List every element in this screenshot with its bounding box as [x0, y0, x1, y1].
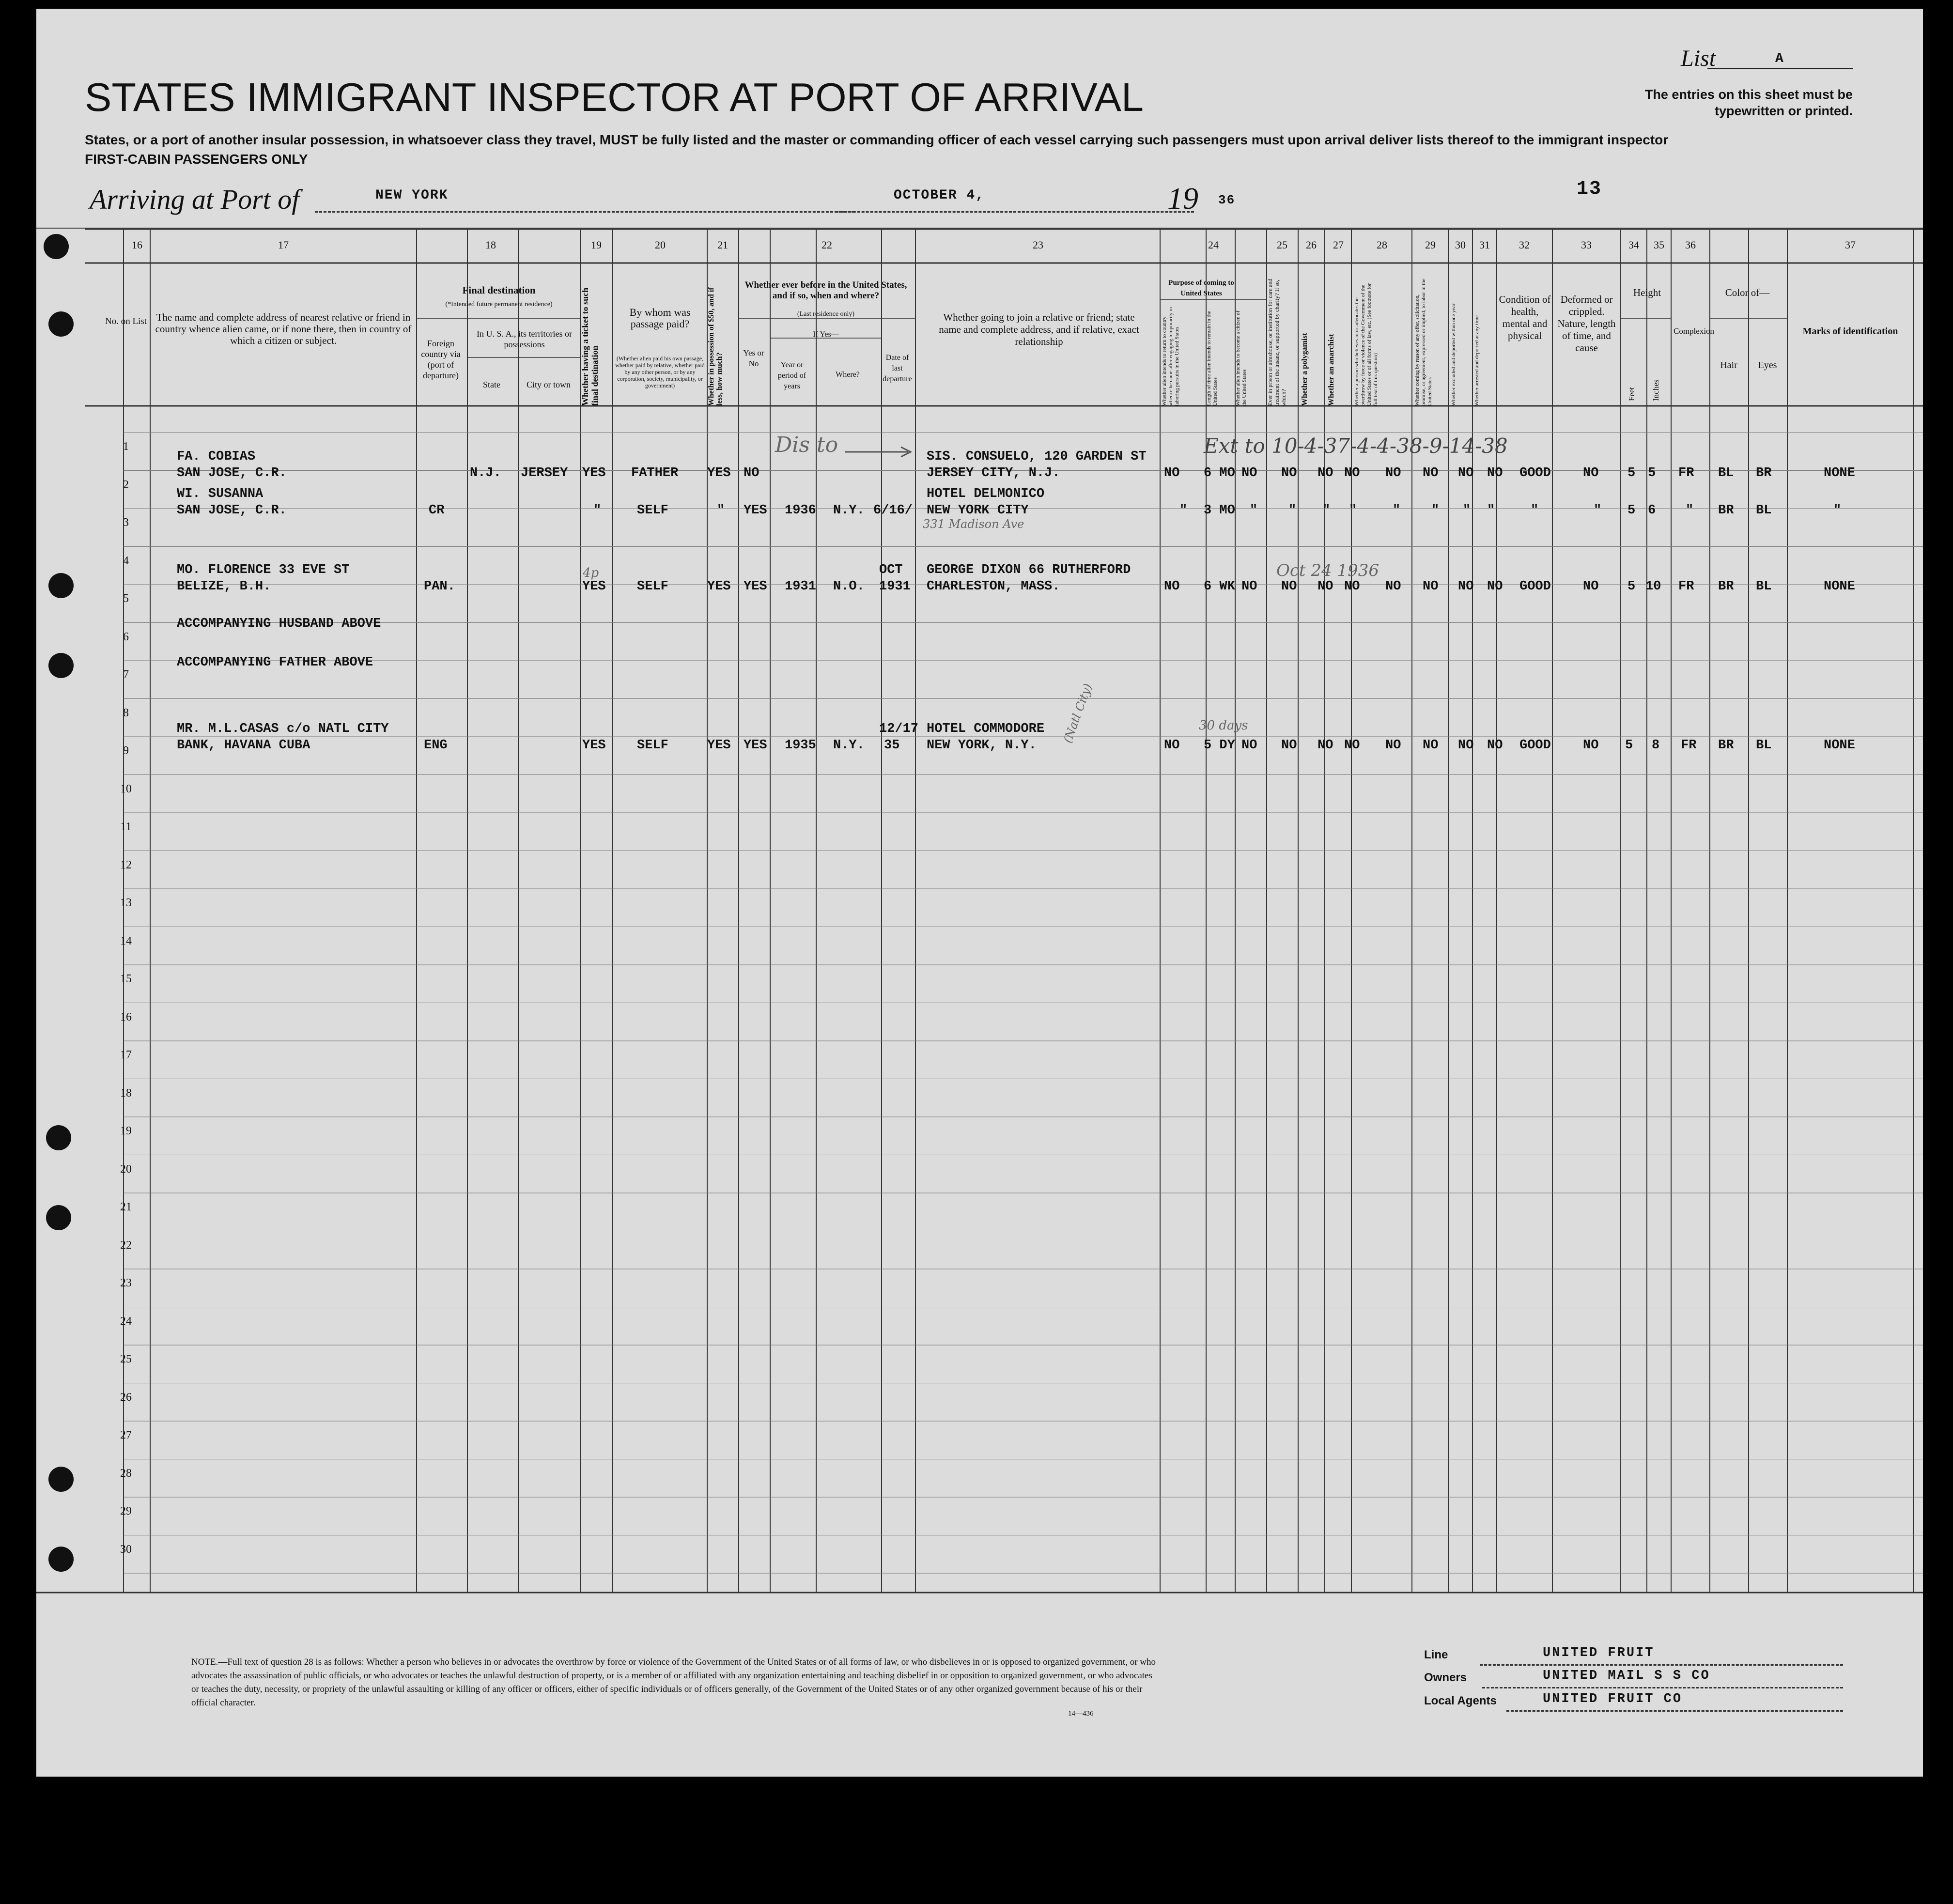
form-code: 14—436: [1068, 1710, 1094, 1718]
row8-before: YES: [744, 738, 767, 753]
column-number: 24: [1208, 239, 1219, 251]
header-hair: Hair: [1720, 360, 1737, 371]
column-number: 26: [1306, 239, 1317, 251]
row8-join: HOTEL COMMODORE: [927, 722, 1045, 736]
header-if-yes: If Yes—: [813, 330, 839, 339]
column-number: 20: [655, 239, 666, 251]
column-number: 28: [1377, 239, 1387, 251]
header-passage-paid: By whom was passage paid?: [629, 306, 691, 330]
row1-hair: BL: [1718, 466, 1734, 480]
first-cabin-label: FIRST-CABIN PASSENGERS ONLY: [85, 152, 308, 167]
form-title: STATES IMMIGRANT INSPECTOR AT PORT OF ARRIVAL: [85, 75, 1144, 120]
row-number: 28: [120, 1467, 132, 1480]
header-complexion: Complexion: [1674, 326, 1715, 336]
row2-c28: ": [1393, 503, 1401, 518]
column-number: 30: [1455, 239, 1466, 251]
row2-inches: 6: [1648, 503, 1656, 518]
row1-c28: NO: [1385, 466, 1401, 480]
row-number: 4: [123, 554, 129, 567]
column-number: 31: [1479, 239, 1490, 251]
row1-eyes: BR: [1756, 466, 1772, 480]
row4-c31: NO: [1487, 579, 1503, 594]
row-number: 13: [120, 897, 132, 909]
row8-year: 1935: [785, 738, 816, 753]
row4-paid-by: SELF: [637, 579, 668, 594]
row8-deformed: NO: [1583, 738, 1599, 753]
form-notice: States, or a port of another insular possession, in whatsoever class they travel, MUST be fully listed and the master or commanding officer of each vessel carrying such passengers must upon arrival deliver lists thereof to the immigrant inspector: [85, 132, 1669, 147]
punch-hole: [46, 1205, 71, 1230]
header-polygamist: Whether a polygamist: [1301, 333, 1309, 406]
row4-join: GEORGE DIXON 66 RUTHERFORD: [927, 563, 1131, 577]
row4-name: MO. FLORENCE 33 EVE ST: [177, 563, 350, 577]
header-arrested: Whether arrested and deported at any time: [1474, 315, 1480, 406]
agents-value: UNITED FRUIT CO: [1543, 1692, 1683, 1706]
header-final-destination-note: (*Intended future permanent residence): [445, 301, 553, 308]
row2-c27: ": [1349, 503, 1357, 518]
row4-eyes: BL: [1756, 579, 1772, 594]
row8-complexion: FR: [1681, 738, 1697, 753]
annotation-arrow: [843, 445, 915, 459]
row1-c24c: NO: [1241, 466, 1257, 480]
row1-feet: 5: [1628, 466, 1636, 480]
column-number: 25: [1277, 239, 1287, 251]
year-suffix: 36: [1218, 193, 1236, 207]
year-prefix: 19: [1167, 181, 1198, 216]
header-no-on-list: No. on List: [105, 316, 147, 326]
header-anarchist: Whether an anarchist: [1327, 334, 1335, 406]
annotation-30-days: 30 days: [1199, 718, 1248, 733]
header-date-departure: Date of last departure: [883, 354, 912, 383]
row2-foreign: CR: [429, 503, 445, 518]
list-label: List: [1681, 46, 1716, 71]
header-labor-offer: Whether coming by reason of any offer, solicitation, promise, or agreement, expressed or implied, to labor in the United States: [1414, 279, 1433, 406]
header-marks: Marks of identification: [1802, 326, 1898, 337]
row2-hair: BR: [1718, 503, 1734, 518]
punch-hole: [48, 311, 74, 337]
row2-c24c: ": [1250, 503, 1258, 518]
row4-deformed: NO: [1583, 579, 1599, 594]
row5-note: ACCOMPANYING HUSBAND ABOVE: [177, 617, 381, 631]
row2-join-city: NEW YORK CITY: [927, 503, 1029, 518]
row-number: 9: [123, 744, 129, 757]
row8-address: BANK, HAVANA CUBA: [177, 738, 310, 753]
row4-c30: NO: [1458, 579, 1474, 594]
row8-paid-by: SELF: [637, 738, 668, 753]
manifest-sheet: [36, 9, 1923, 1777]
column-number: 29: [1425, 239, 1436, 251]
row2-c29: ": [1431, 503, 1440, 518]
row8-c24b: 5 DY: [1204, 738, 1235, 753]
row4-c29: NO: [1423, 579, 1439, 594]
row4-date-month: OCT: [879, 563, 903, 577]
row-number: 26: [120, 1391, 132, 1404]
row8-c24a: NO: [1164, 738, 1180, 753]
row8-c30: NO: [1458, 738, 1474, 753]
header-feet: Feet: [1627, 387, 1636, 401]
row-number: 16: [120, 1010, 132, 1023]
header-purpose: Purpose of coming to United States: [1168, 279, 1234, 297]
header-yes-or-no: Yes or No: [743, 348, 764, 368]
row2-c30: ": [1463, 503, 1471, 518]
header-inches: Inches: [1651, 379, 1660, 401]
row1-health: GOOD: [1519, 466, 1551, 480]
row4-c27: NO: [1344, 579, 1360, 594]
list-value: A: [1775, 51, 1784, 66]
row1-c27: NO: [1344, 466, 1360, 480]
row8-inches: 8: [1652, 738, 1660, 753]
agents-underline: [1506, 1710, 1843, 1712]
footer-note: NOTE.—Full text of question 28 is as follows: Whether a person who believes in or advocates the overthrow by force or violence of the Government of the United States or of all forms of law, or who disbelieves in or is opposed to organized government, or who advocates the assassination of public officials, or who advocates or teaches the unlawful destruction of property, or is a member of or affiliated with any organization entertaining and teaching disbelief in or opposition to organized government, or who advocates or teaches the duty, necessity, or propriety of the unlawful assaulting or killing of any officer or officers, either of specific individuals or of officers generally, of the Government of the United States or of any other organized government because of his or their official character.: [191, 1657, 1156, 1708]
port-value: NEW YORK: [375, 188, 449, 203]
punch-hole: [46, 1125, 71, 1150]
row2-date: 6/16/: [873, 503, 913, 518]
row8-foreign: ENG: [424, 738, 448, 753]
row8-c31: NO: [1487, 738, 1503, 753]
row8-c27: NO: [1344, 738, 1360, 753]
punch-hole: [48, 1467, 74, 1492]
row-number: 1: [123, 440, 129, 453]
row4-c24a: NO: [1164, 579, 1180, 594]
column-number: 36: [1685, 239, 1696, 251]
row2-ticket: ": [593, 503, 602, 518]
column-number: 19: [591, 239, 602, 251]
column-number: 22: [822, 239, 832, 251]
annotation-oct-24: Oct 24 1936: [1276, 561, 1379, 580]
row-number: 8: [123, 706, 129, 719]
header-final-destination: Final destination: [462, 284, 536, 296]
row1-before: NO: [744, 466, 760, 480]
header-fifty-dollars: Whether in possession of $50, and if less, how much?: [707, 287, 724, 406]
row2-complexion: ": [1686, 503, 1694, 518]
annotation-margin-mark: 4p: [583, 566, 599, 580]
row-number: 30: [120, 1543, 132, 1556]
header-before-in-us: Whether ever before in the United States, and if so, when and where?: [744, 280, 907, 301]
row-number: 6: [123, 630, 129, 643]
header-relative-address: The name and complete address of nearest relative or friend in country whence alien came, or if none there, then in country of which a citizen or subject.: [155, 311, 412, 346]
header-purpose-return: Whether alien intends to return to country whence he came after engaging temporarily in laboring pursuits in the United States: [1162, 307, 1180, 406]
row-number: 20: [120, 1162, 132, 1176]
annotation-natl-city: (Natl City): [1061, 681, 1095, 745]
header-passage-paid-note: (Whether alien paid his own passage, whether paid by relative, whether paid by any other person, or by any corporation, society, municipality, or government): [615, 355, 705, 389]
row-number: 18: [120, 1086, 132, 1099]
row8-where: N.Y.: [833, 738, 865, 753]
row2-feet: 5: [1628, 503, 1636, 518]
row8-ticket: YES: [582, 738, 606, 753]
row1-c26: NO: [1318, 466, 1333, 480]
header-purpose-length: Length of time alien intends to remain in the United States: [1206, 310, 1218, 406]
row4-year: 1931: [785, 579, 816, 594]
punch-hole: [48, 573, 74, 598]
row-number: 19: [120, 1125, 132, 1137]
date-value: OCTOBER 4,: [894, 188, 985, 203]
row-number: 17: [120, 1049, 132, 1061]
agents-label: Local Agents: [1424, 1694, 1497, 1707]
row8-c26: NO: [1318, 738, 1333, 753]
column-number: 32: [1519, 239, 1530, 251]
owners-underline: [1482, 1687, 1843, 1688]
punch-hole: [48, 653, 74, 678]
arriving-label: Arriving at Port of: [90, 184, 300, 215]
column-number: 37: [1845, 239, 1856, 251]
column-number: 34: [1628, 239, 1639, 251]
row-number: 3: [123, 516, 129, 529]
row1-complexion: FR: [1678, 466, 1694, 480]
row2-join: HOTEL DELMONICO: [927, 487, 1045, 501]
row1-inches: 5: [1648, 466, 1656, 480]
row4-c28: NO: [1385, 579, 1401, 594]
row4-complexion: FR: [1678, 579, 1694, 594]
row2-address: SAN JOSE, C.R.: [177, 503, 287, 518]
row8-c25: NO: [1281, 738, 1297, 753]
row4-health: GOOD: [1519, 579, 1551, 594]
header-prison: Ever in prison or almshouse, or institution for care and treatment of the insane, or supported by charity? If so, which?: [1267, 279, 1287, 406]
row2-deformed: ": [1594, 503, 1602, 518]
row8-name: MR. M.L.CASAS c/o NATL CITY: [177, 722, 389, 736]
column-number: 16: [132, 239, 142, 251]
row2-c31: ": [1487, 503, 1495, 518]
row-number: 22: [120, 1238, 132, 1252]
row1-deformed: NO: [1583, 466, 1599, 480]
header-where: Where?: [836, 371, 860, 379]
row8-date-year: 35: [884, 738, 900, 753]
row1-city: JERSEY: [521, 466, 568, 480]
row1-c24a: NO: [1164, 466, 1180, 480]
row1-c31: NO: [1487, 466, 1503, 480]
header-in-usa: In U. S. A., its territories or possessions: [477, 329, 572, 349]
row4-c25: NO: [1281, 579, 1297, 594]
row4-address: BELIZE, B.H.: [177, 579, 271, 594]
column-number: 17: [278, 239, 289, 251]
line-underline: [1480, 1664, 1843, 1666]
header-health: Condition of health, mental and physical: [1499, 294, 1551, 341]
row2-c25: ": [1288, 503, 1297, 518]
row8-hair: BR: [1718, 738, 1734, 753]
punch-hole: [44, 234, 69, 259]
row-number: 11: [120, 820, 132, 833]
row4-join-city: CHARLESTON, MASS.: [927, 579, 1060, 594]
column-number: 21: [717, 239, 728, 251]
header-year-period: Year or period of years: [777, 361, 806, 390]
row-number: 14: [120, 934, 132, 947]
row-number: 5: [123, 592, 129, 605]
row2-marks: ": [1833, 503, 1842, 518]
header-before-in-us-note: (Last residence only): [797, 310, 855, 318]
annotation-madison-ave: 331 Madison Ave: [923, 517, 1024, 531]
row4-ticket: YES: [582, 579, 606, 594]
header-height: Height: [1633, 287, 1661, 298]
row1-state: N.J.: [470, 466, 501, 480]
row2-health: ": [1531, 503, 1539, 518]
row1-c24b: 6 MO: [1204, 466, 1235, 480]
table-grid: [36, 9, 1923, 1777]
row4-date-year: 1931: [879, 579, 911, 594]
row2-where: N.Y.: [833, 503, 865, 518]
row1-join-city: JERSEY CITY, N.J.: [927, 466, 1060, 480]
row8-date-month: 12/17: [879, 722, 919, 736]
row4-marks: NONE: [1824, 579, 1855, 594]
header-overthrow: Whether a person who believes in or advocates the overthrow by force or violence of the Government of the United States or of all forms of law, etc. (See footnote for full text of this question): [1354, 283, 1379, 406]
row8-c24c: NO: [1241, 738, 1257, 753]
header-deformed: Deformed or crippled. Nature, length of time, and cause: [1557, 294, 1616, 354]
row-number: 12: [120, 858, 132, 871]
row8-marks: NONE: [1824, 738, 1855, 753]
row2-year: 1936: [785, 503, 816, 518]
column-number: 23: [1033, 239, 1043, 251]
row2-money: ": [717, 503, 725, 518]
row1-address: SAN JOSE, C.R.: [177, 466, 287, 480]
row6-note: ACCOMPANYING FATHER ABOVE: [177, 655, 373, 670]
annotation-dis-to: Dis to: [775, 433, 838, 457]
header-join-relative: Whether going to join a relative or friend; state name and complete address, and if relative, exact relationship: [939, 311, 1139, 347]
row-number: 10: [120, 782, 132, 795]
annotation-extension-dates: Ext to 10-4-37-4-4-38-9-14-38: [1204, 434, 1508, 458]
header-eyes: Eyes: [1758, 360, 1777, 371]
owners-value: UNITED MAIL S S CO: [1543, 1669, 1710, 1683]
row1-marks: NONE: [1824, 466, 1855, 480]
row8-c28: NO: [1385, 738, 1401, 753]
row1-c29: NO: [1423, 466, 1439, 480]
row2-before: YES: [744, 503, 767, 518]
header-foreign-country: Foreign country via (port of departure): [421, 339, 461, 380]
row8-health: GOOD: [1519, 738, 1551, 753]
row4-hair: BR: [1718, 579, 1734, 594]
row4-c24b: 6 WK: [1204, 579, 1235, 594]
column-number: 27: [1333, 239, 1344, 251]
row-number: 15: [120, 973, 132, 985]
row1-name: FA. COBIAS: [177, 449, 256, 464]
header-color-of: Color of—: [1725, 287, 1770, 298]
punch-hole: [48, 1547, 74, 1572]
row-number: 7: [123, 668, 129, 681]
row-number: 24: [120, 1315, 132, 1328]
header-excluded: Whether excluded and deported within one year: [1451, 303, 1457, 406]
column-number: 35: [1654, 239, 1664, 251]
row4-where: N.O.: [833, 579, 865, 594]
line-label: Line: [1424, 1648, 1448, 1661]
row-number: 25: [120, 1353, 132, 1365]
header-ticket: Whether having a ticket to such final destination: [580, 287, 600, 406]
row4-before: YES: [744, 579, 767, 594]
row1-c30: NO: [1458, 466, 1474, 480]
row1-c25: NO: [1281, 466, 1297, 480]
row-number: 2: [123, 478, 129, 491]
row2-c24a: ": [1179, 503, 1188, 518]
line-value: UNITED FRUIT: [1543, 1646, 1655, 1660]
header-state: State: [483, 380, 500, 389]
row4-money: YES: [707, 579, 731, 594]
row-number: 23: [120, 1277, 132, 1289]
row4-foreign: PAN.: [424, 579, 455, 594]
row2-eyes: BL: [1756, 503, 1772, 518]
header-city: City or town: [526, 380, 571, 389]
row4-inches: 10: [1645, 579, 1661, 594]
row2-c24b: 3 MO: [1204, 503, 1235, 518]
page-number: 13: [1577, 178, 1602, 200]
row-number: 21: [120, 1201, 132, 1213]
row-number: 27: [120, 1429, 132, 1441]
row4-feet: 5: [1628, 579, 1636, 594]
row4-c24c: NO: [1241, 579, 1257, 594]
row1-ticket: YES: [582, 466, 606, 480]
row8-c29: NO: [1423, 738, 1439, 753]
entries-note: The entries on this sheet must be typewritten or printed.: [1644, 87, 1853, 118]
row1-money: YES: [707, 466, 731, 480]
column-number: 18: [485, 239, 496, 251]
row4-c26: NO: [1318, 579, 1333, 594]
row1-paid-by: FATHER: [631, 466, 679, 480]
row2-c26: ": [1322, 503, 1331, 518]
row8-eyes: BL: [1756, 738, 1772, 753]
row8-join-city: NEW YORK, N.Y.: [927, 738, 1037, 753]
row8-feet: 5: [1625, 738, 1633, 753]
header-purpose-citizen: Whether alien intends to become a citizen of the United States: [1235, 310, 1247, 406]
row2-paid-by: SELF: [637, 503, 668, 518]
row1-join: SIS. CONSUELO, 120 GARDEN ST: [927, 449, 1147, 464]
column-number: 33: [1581, 239, 1592, 251]
row8-money: YES: [707, 738, 731, 753]
owners-label: Owners: [1424, 1671, 1467, 1684]
row2-name: WI. SUSANNA: [177, 487, 264, 501]
row-number: 29: [120, 1505, 132, 1517]
